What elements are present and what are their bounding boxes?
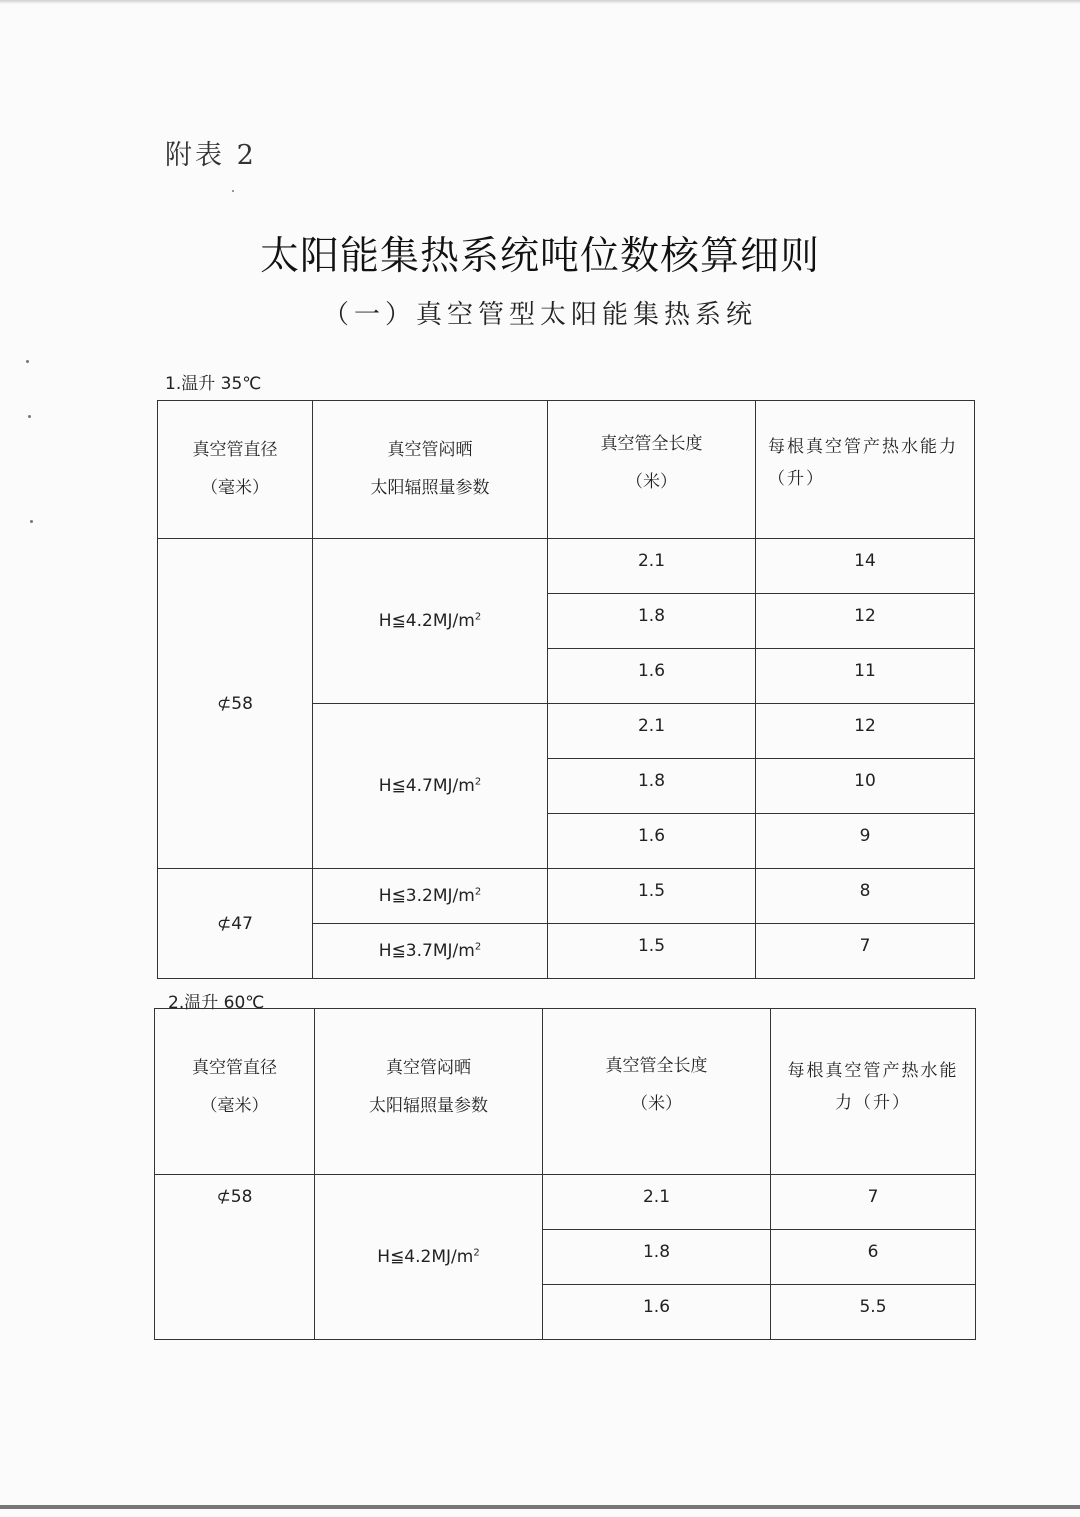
header-capacity: 每根真空管产热水能力（升） xyxy=(771,1009,976,1175)
scan-top-edge xyxy=(0,0,1080,4)
capacity-cell: 6 xyxy=(771,1230,976,1285)
capacity-cell: 10 xyxy=(756,759,975,814)
table-temp-rise-35 xyxy=(157,400,975,979)
table-row xyxy=(158,539,975,594)
capacity-cell: 9 xyxy=(756,814,975,869)
capacity-cell: 5.5 xyxy=(771,1285,976,1340)
irradiation-cell: $H≦4.7MJ/m^2$ xyxy=(313,704,548,869)
header-capacity: 每根真空管产热水能力（升） xyxy=(756,401,975,539)
length-cell: 2.1 xyxy=(543,1175,771,1230)
annex-label: 附表 2 xyxy=(165,140,257,171)
diameter-cell: ⊄58 xyxy=(158,539,313,869)
section-1-label: 1.温升 35℃ xyxy=(165,374,262,394)
capacity-cell: 7 xyxy=(771,1175,976,1230)
scan-bottom-edge xyxy=(0,1505,1080,1509)
table-header-row xyxy=(158,401,975,539)
length-cell: 2.1 xyxy=(548,704,756,759)
irradiation-cell: $H≦3.7MJ/m^2$ xyxy=(313,924,548,979)
scan-speck xyxy=(28,415,31,418)
length-cell: 1.8 xyxy=(548,594,756,649)
capacity-cell: 12 xyxy=(756,594,975,649)
table-row xyxy=(158,869,975,924)
length-cell: 1.6 xyxy=(548,814,756,869)
irradiation-cell: $H≦4.2MJ/m^2$ xyxy=(313,539,548,704)
table-temp-rise-60 xyxy=(154,1008,976,1340)
header-length: 真空管全长度 （米） xyxy=(543,1009,771,1175)
length-cell: 1.8 xyxy=(543,1230,771,1285)
length-cell: 2.1 xyxy=(548,539,756,594)
length-cell: 1.6 xyxy=(543,1285,771,1340)
length-cell: 1.5 xyxy=(548,869,756,924)
document-title: 太阳能集热系统吨位数核算细则 xyxy=(259,234,820,279)
irradiation-cell: $H≦3.2MJ/m^2$ xyxy=(313,869,548,924)
length-cell: 1.5 xyxy=(548,924,756,979)
header-diameter: 真空管直径 （毫米） xyxy=(158,401,313,539)
capacity-cell: 12 xyxy=(756,704,975,759)
diameter-cell: ⊄58 xyxy=(155,1175,315,1340)
table-header-row xyxy=(155,1009,976,1175)
scan-speck xyxy=(26,360,29,363)
table-row xyxy=(155,1175,976,1230)
document-subtitle: （一）真空管型太阳能集热系统 xyxy=(322,300,757,330)
capacity-cell: 8 xyxy=(756,869,975,924)
scan-speck xyxy=(232,190,234,192)
capacity-cell: 14 xyxy=(756,539,975,594)
length-cell: 1.6 xyxy=(548,649,756,704)
section-2-label: 2.温升 60℃ xyxy=(168,993,265,1013)
header-irradiation: 真空管闷晒 太阳辐照量参数 xyxy=(313,401,548,539)
diameter-cell: ⊄47 xyxy=(158,869,313,979)
capacity-cell: 7 xyxy=(756,924,975,979)
irradiation-cell: $H≦4.2MJ/m^2$ xyxy=(315,1175,543,1340)
header-irradiation: 真空管闷晒 太阳辐照量参数 xyxy=(315,1009,543,1175)
scan-speck xyxy=(30,520,33,523)
length-cell: 1.8 xyxy=(548,759,756,814)
header-diameter: 真空管直径 （毫米） xyxy=(155,1009,315,1175)
capacity-cell: 11 xyxy=(756,649,975,704)
header-length: 真空管全长度 （米） xyxy=(548,401,756,539)
